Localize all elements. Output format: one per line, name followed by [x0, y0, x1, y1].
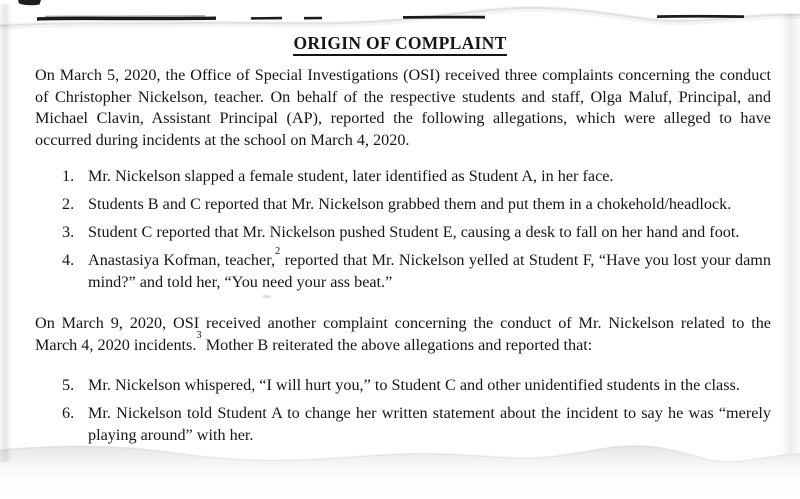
- item-number: 3.: [62, 223, 75, 241]
- item-text: [88, 194, 771, 216]
- corner-ink-mark: [18, 0, 41, 5]
- allegation-item: [35, 222, 771, 244]
- torn-edge-top: [0, 0, 800, 30]
- allegation-item: [35, 194, 771, 216]
- header-line-fragment: [37, 18, 216, 19]
- item-text-segment: Mr. Nickelson slapped a female student, later identified as Student A, in her face.: [88, 167, 614, 185]
- item-text: [88, 403, 771, 446]
- footnote-ref-3: 3: [196, 330, 202, 342]
- item-text: [88, 222, 771, 244]
- item-number: 2.: [62, 195, 75, 213]
- item-text-segment: Mr. Nickelson whispered, “I will hurt you,” to Student C and other unidentified students in the class.: [88, 376, 740, 394]
- allegation-item: [35, 166, 771, 188]
- footnote-ref-2: 2: [275, 245, 281, 257]
- item-text: [88, 166, 771, 188]
- allegation-list-first: [35, 166, 771, 300]
- item-number: 4.: [62, 251, 75, 269]
- item-number: 5.: [62, 376, 75, 394]
- item-text: [88, 245, 771, 293]
- followup-text-segment: On March 9, 2020, OSI received another complaint concerning the conduct of Mr. Nickelson related to the March 4, 2020 incidents.: [35, 314, 771, 354]
- item-text-segment: Anastasiya Kofman, teacher,: [88, 251, 275, 269]
- allegation-item: [35, 245, 771, 293]
- item-text-segment: Students B and C reported that Mr. Nickelson grabbed them and put them in a chokehold/headlock.: [88, 195, 732, 213]
- allegation-item: [35, 403, 771, 446]
- page-title-text: ORIGIN OF COMPLAINT: [293, 33, 506, 56]
- followup-text-segment: Mother B reiterated the above allegations and reported that:: [201, 335, 593, 354]
- scan-smudge: [262, 295, 271, 298]
- item-text-segment: Mr. Nickelson told Student A to change her written statement about the incident to say he was “merely playing around” with her.: [88, 404, 771, 444]
- item-text: [88, 375, 771, 397]
- allegation-list-second: [35, 375, 771, 453]
- followup-paragraph: [35, 313, 771, 356]
- item-number: 6.: [62, 404, 75, 422]
- item-text-segment: reported that Mr. Nickelson yelled at Student F, “Have you lost your damn mind?” and told her, “You need your ass beat.”: [88, 251, 771, 291]
- paper-edge-right: [778, 14, 800, 454]
- item-number: 1.: [62, 167, 75, 185]
- item-text-segment: Student C reported that Mr. Nickelson pushed Student E, causing a desk to fall on her hand and foot.: [88, 223, 740, 241]
- paper-edge-left: [0, 4, 13, 462]
- allegation-item: [35, 375, 771, 397]
- intro-paragraph: On March 5, 2020, the Office of Special Investigations (OSI) received three complaints concerning the conduct of Christopher Nickelson, teacher. On behalf of the respective students and staff, Olga Maluf, Principal, and Michael Clavin, Assistant Principal (AP), reported the following allegations, which were alleged to have occurred during incidents at the school on March 4, 2020.: [35, 66, 771, 149]
- page-title: [0, 33, 800, 54]
